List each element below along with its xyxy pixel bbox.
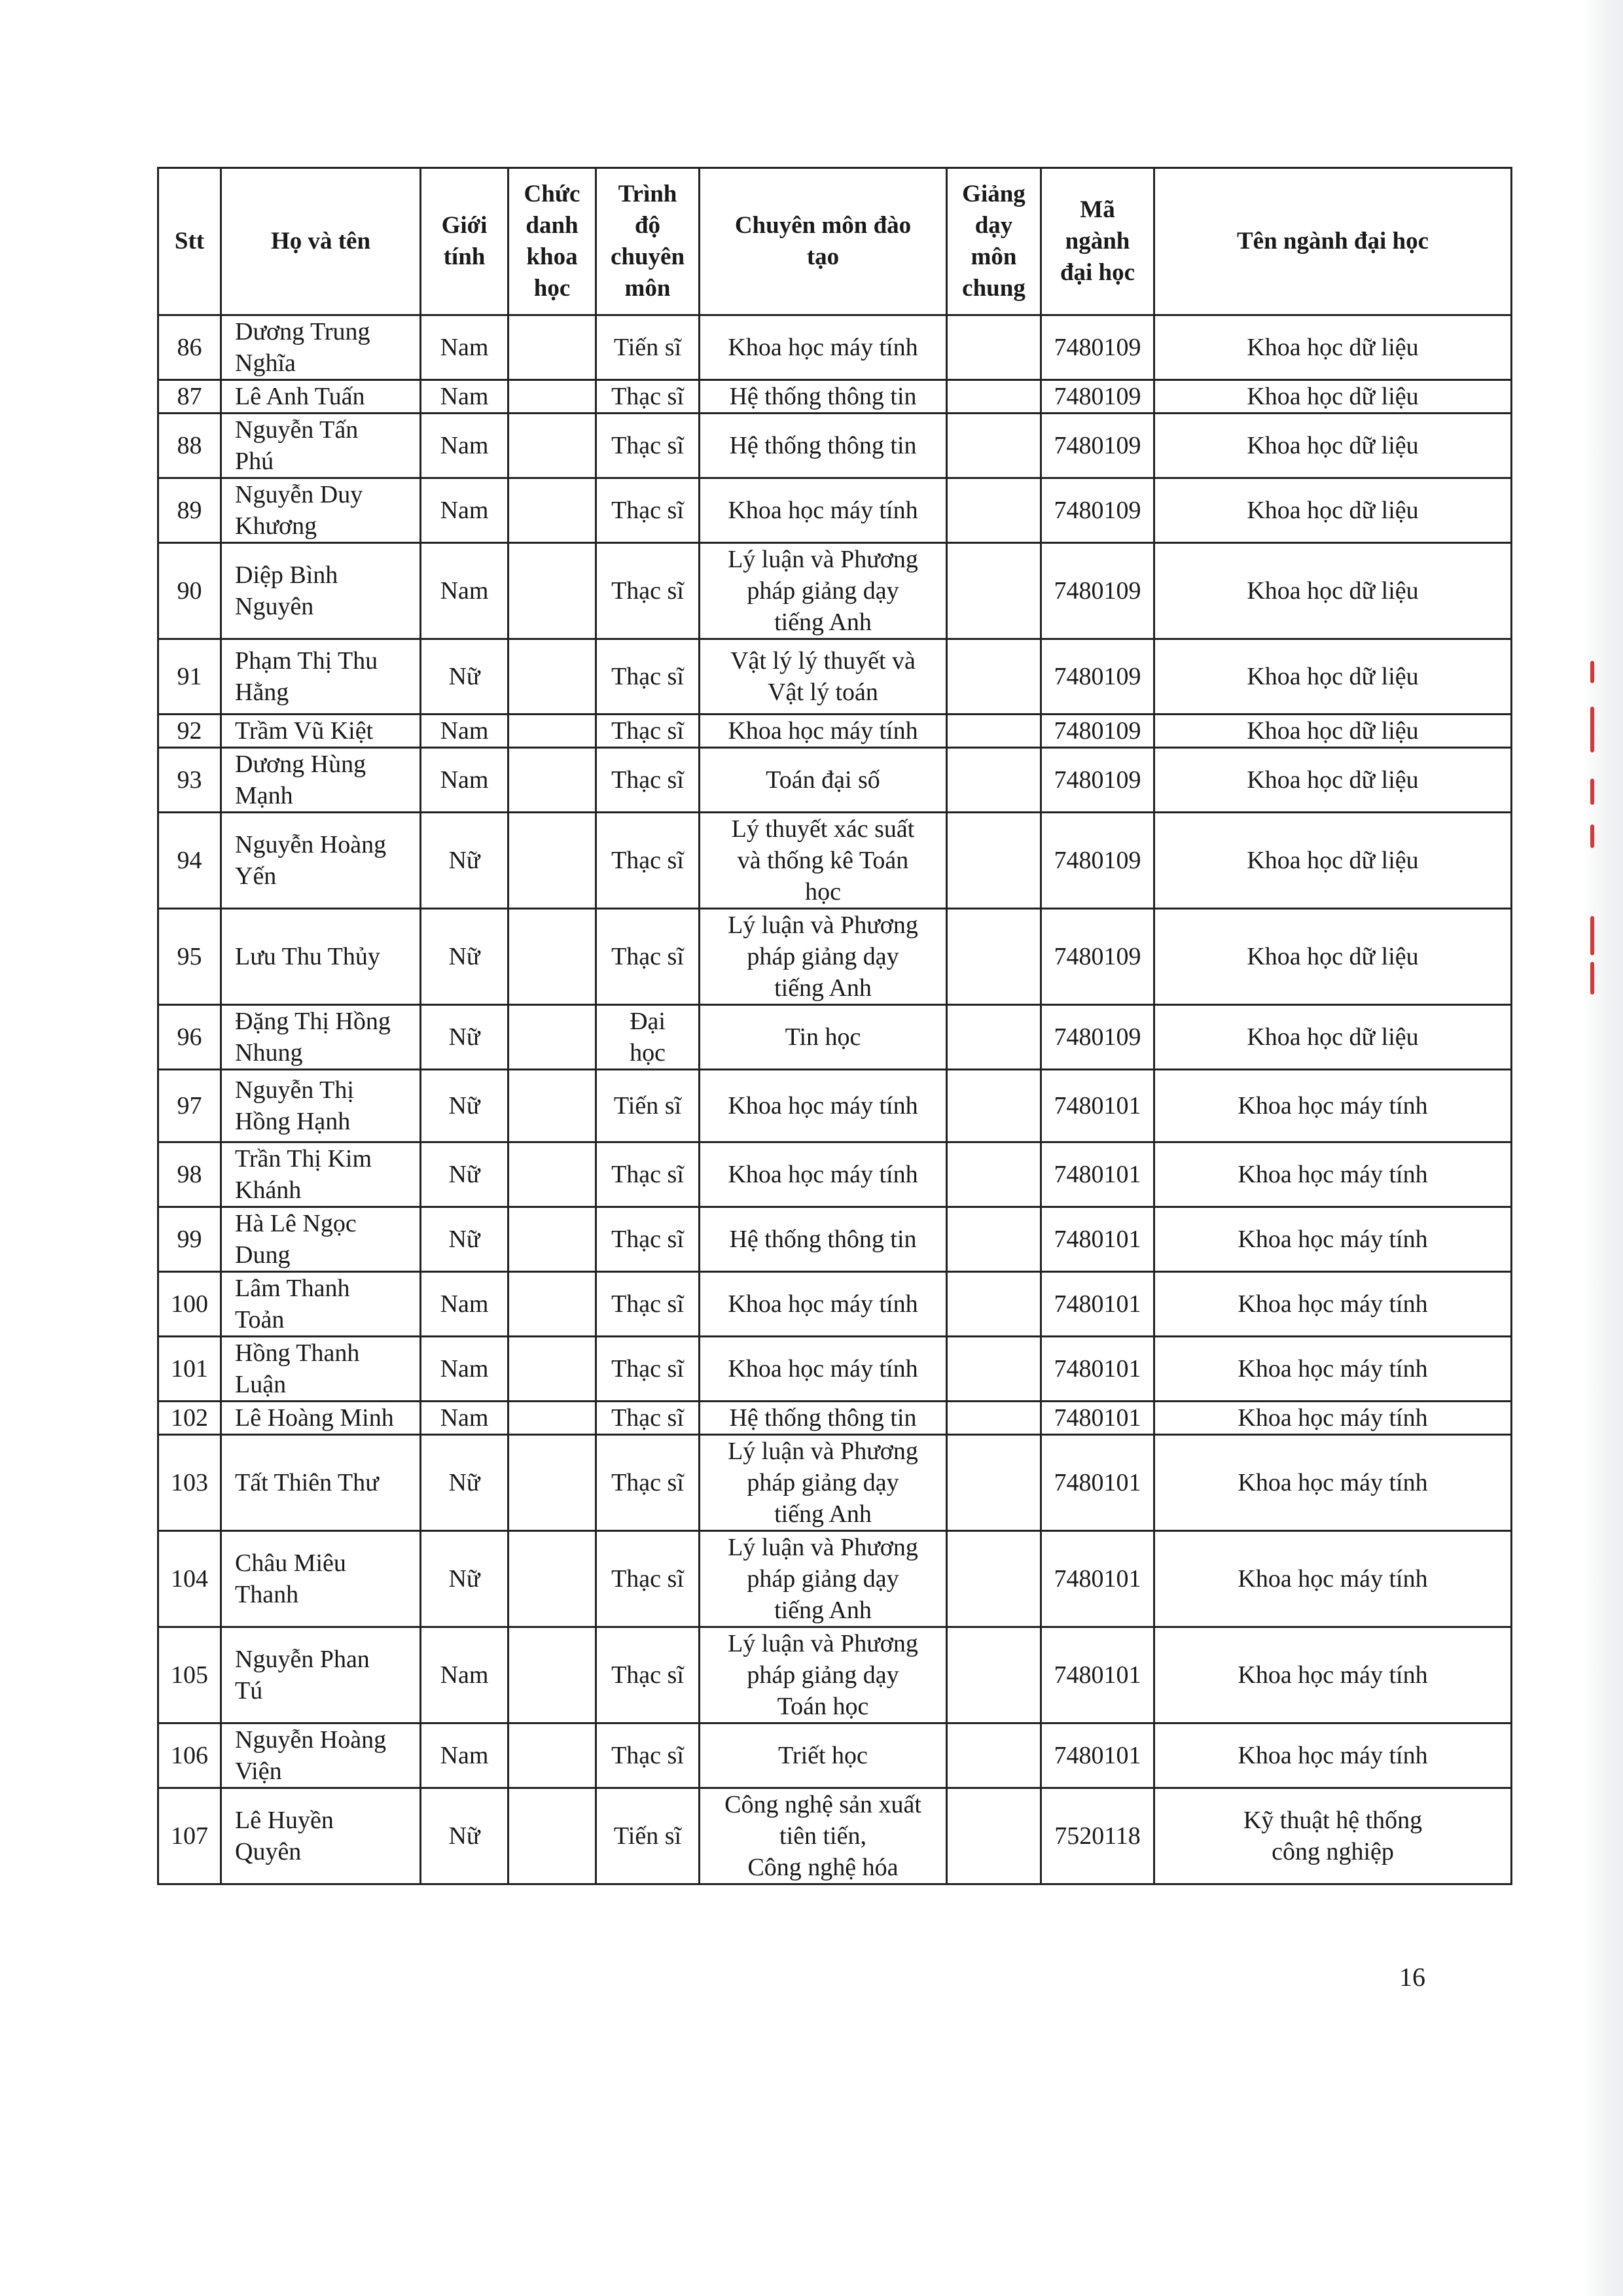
cell-gender: Nam [421, 1627, 508, 1723]
cell-name: Lê Anh Tuấn [221, 380, 421, 414]
header-academic-title: Chức danh khoa học [508, 168, 596, 315]
cell-degree: Tiến sĩ [596, 1070, 700, 1142]
cell-academic-title [508, 1788, 596, 1884]
cell-gender: Nữ [421, 1142, 508, 1207]
cell-program-code: 7480101 [1041, 1142, 1154, 1207]
cell-gender: Nam [421, 1402, 508, 1435]
cell-gender: Nữ [421, 1005, 508, 1070]
cell-degree: Thạc sĩ [596, 1627, 700, 1723]
cell-academic-title [508, 543, 596, 639]
table-row [158, 1402, 1512, 1435]
margin-red-mark [1590, 779, 1594, 805]
cell-program-code: 7480109 [1041, 715, 1154, 748]
cell-degree: Thạc sĩ [596, 1207, 700, 1272]
table-row [158, 813, 1512, 909]
cell-major: Lý luận và Phương pháp giảng dạy tiếng Anh [700, 909, 947, 1005]
cell-academic-title [508, 1723, 596, 1788]
cell-general-teaching [947, 414, 1041, 478]
cell-academic-title [508, 1402, 596, 1435]
header-general-teaching: Giảng dạy môn chung [947, 168, 1041, 315]
cell-stt: 89 [158, 478, 221, 543]
cell-gender: Nam [421, 1272, 508, 1337]
cell-academic-title [508, 1142, 596, 1207]
cell-program-name: Khoa học dữ liệu [1154, 414, 1512, 478]
cell-program-name: Khoa học máy tính [1154, 1337, 1512, 1402]
margin-red-mark [1590, 707, 1594, 752]
cell-program-name: Khoa học máy tính [1154, 1723, 1512, 1788]
cell-stt: 95 [158, 909, 221, 1005]
cell-stt: 99 [158, 1207, 221, 1272]
cell-gender: Nam [421, 715, 508, 748]
cell-gender: Nam [421, 543, 508, 639]
cell-program-name: Khoa học máy tính [1154, 1627, 1512, 1723]
cell-general-teaching [947, 1207, 1041, 1272]
cell-degree: Thạc sĩ [596, 414, 700, 478]
cell-academic-title [508, 1627, 596, 1723]
cell-gender: Nam [421, 478, 508, 543]
cell-program-code: 7480109 [1041, 543, 1154, 639]
table-row [158, 478, 1512, 543]
table-row [158, 639, 1512, 715]
cell-program-code: 7480101 [1041, 1207, 1154, 1272]
cell-stt: 107 [158, 1788, 221, 1884]
cell-major: Khoa học máy tính [700, 1272, 947, 1337]
cell-general-teaching [947, 1531, 1041, 1627]
cell-gender: Nam [421, 1337, 508, 1402]
cell-degree: Thạc sĩ [596, 1723, 700, 1788]
cell-general-teaching [947, 1627, 1041, 1723]
table-row [158, 748, 1512, 813]
cell-academic-title [508, 1005, 596, 1070]
table-row [158, 1627, 1512, 1723]
cell-gender: Nữ [421, 1435, 508, 1531]
cell-program-code: 7480101 [1041, 1435, 1154, 1531]
cell-gender: Nữ [421, 1070, 508, 1142]
cell-name: Nguyễn Thị Hồng Hạnh [221, 1070, 421, 1142]
table-row [158, 1142, 1512, 1207]
cell-program-name: Khoa học máy tính [1154, 1207, 1512, 1272]
cell-program-name: Khoa học máy tính [1154, 1531, 1512, 1627]
cell-stt: 104 [158, 1531, 221, 1627]
cell-stt: 87 [158, 380, 221, 414]
cell-gender: Nữ [421, 909, 508, 1005]
table-row [158, 1435, 1512, 1531]
cell-name: Đặng Thị Hồng Nhung [221, 1005, 421, 1070]
cell-general-teaching [947, 639, 1041, 715]
cell-major: Khoa học máy tính [700, 1337, 947, 1402]
cell-program-code: 7520118 [1041, 1788, 1154, 1884]
cell-program-name: Khoa học dữ liệu [1154, 909, 1512, 1005]
cell-stt: 88 [158, 414, 221, 478]
header-degree: Trình độ chuyên môn [596, 168, 700, 315]
cell-major: Tin học [700, 1005, 947, 1070]
cell-general-teaching [947, 1723, 1041, 1788]
cell-name: Diệp Bình Nguyên [221, 543, 421, 639]
cell-academic-title [508, 1531, 596, 1627]
cell-name: Lê Hoàng Minh [221, 1402, 421, 1435]
cell-general-teaching [947, 1005, 1041, 1070]
cell-degree: Thạc sĩ [596, 813, 700, 909]
cell-program-code: 7480101 [1041, 1272, 1154, 1337]
table-row [158, 1005, 1512, 1070]
cell-gender: Nam [421, 414, 508, 478]
cell-degree: Thạc sĩ [596, 715, 700, 748]
cell-gender: Nam [421, 380, 508, 414]
cell-program-code: 7480109 [1041, 813, 1154, 909]
cell-major: Lý luận và Phương pháp giảng dạy tiếng Anh [700, 1531, 947, 1627]
cell-major: Khoa học máy tính [700, 1070, 947, 1142]
cell-gender: Nữ [421, 813, 508, 909]
table-row [158, 543, 1512, 639]
cell-academic-title [508, 1207, 596, 1272]
cell-program-name: Khoa học máy tính [1154, 1070, 1512, 1142]
cell-major: Vật lý lý thuyết và Vật lý toán [700, 639, 947, 715]
cell-major: Lý luận và Phương pháp giảng dạy tiếng Anh [700, 543, 947, 639]
margin-red-mark [1590, 824, 1594, 848]
cell-stt: 97 [158, 1070, 221, 1142]
cell-name: Lê Huyền Quyên [221, 1788, 421, 1884]
table-row [158, 414, 1512, 478]
cell-degree: Thạc sĩ [596, 380, 700, 414]
cell-academic-title [508, 1435, 596, 1531]
table-row [158, 315, 1512, 380]
cell-academic-title [508, 813, 596, 909]
cell-stt: 93 [158, 748, 221, 813]
cell-program-code: 7480109 [1041, 315, 1154, 380]
cell-name: Nguyễn Hoàng Yến [221, 813, 421, 909]
cell-program-name: Khoa học máy tính [1154, 1272, 1512, 1337]
cell-program-code: 7480109 [1041, 414, 1154, 478]
cell-major: Toán đại số [700, 748, 947, 813]
cell-program-name: Khoa học dữ liệu [1154, 639, 1512, 715]
table-row [158, 1070, 1512, 1142]
table-row [158, 1207, 1512, 1272]
cell-major: Khoa học máy tính [700, 715, 947, 748]
cell-stt: 91 [158, 639, 221, 715]
cell-stt: 105 [158, 1627, 221, 1723]
header-gender: Giới tính [421, 168, 508, 315]
cell-program-code: 7480109 [1041, 909, 1154, 1005]
header-row [158, 168, 1512, 315]
cell-major: Hệ thống thông tin [700, 1402, 947, 1435]
cell-major: Khoa học máy tính [700, 1142, 947, 1207]
cell-major: Hệ thống thông tin [700, 414, 947, 478]
cell-name: Trầm Vũ Kiệt [221, 715, 421, 748]
cell-program-code: 7480101 [1041, 1337, 1154, 1402]
table-body [158, 315, 1512, 1884]
table-row [158, 380, 1512, 414]
header-stt: Stt [158, 168, 221, 315]
cell-program-code: 7480109 [1041, 639, 1154, 715]
cell-name: Nguyễn Duy Khương [221, 478, 421, 543]
cell-name: Hồng Thanh Luận [221, 1337, 421, 1402]
cell-program-code: 7480101 [1041, 1627, 1154, 1723]
cell-academic-title [508, 909, 596, 1005]
cell-name: Trần Thị Kim Khánh [221, 1142, 421, 1207]
cell-degree: Tiến sĩ [596, 1788, 700, 1884]
cell-general-teaching [947, 1142, 1041, 1207]
cell-program-name: Khoa học dữ liệu [1154, 315, 1512, 380]
cell-degree: Đại học [596, 1005, 700, 1070]
cell-stt: 102 [158, 1402, 221, 1435]
header-program-name: Tên ngành đại học [1154, 168, 1512, 315]
cell-major: Lý luận và Phương pháp giảng dạy Toán học [700, 1627, 947, 1723]
cell-program-code: 7480109 [1041, 380, 1154, 414]
cell-stt: 100 [158, 1272, 221, 1337]
margin-red-mark [1590, 661, 1594, 683]
margin-red-mark [1590, 916, 1594, 955]
page-number: 16 [1399, 1962, 1425, 1992]
cell-general-teaching [947, 748, 1041, 813]
cell-degree: Thạc sĩ [596, 1435, 700, 1531]
cell-gender: Nữ [421, 1207, 508, 1272]
cell-major: Khoa học máy tính [700, 478, 947, 543]
cell-degree: Thạc sĩ [596, 1142, 700, 1207]
cell-stt: 103 [158, 1435, 221, 1531]
cell-program-name: Khoa học dữ liệu [1154, 380, 1512, 414]
cell-program-name: Khoa học dữ liệu [1154, 543, 1512, 639]
cell-major: Triết học [700, 1723, 947, 1788]
cell-program-name: Kỹ thuật hệ thống công nghiệp [1154, 1788, 1512, 1884]
cell-stt: 98 [158, 1142, 221, 1207]
cell-program-name: Khoa học dữ liệu [1154, 1005, 1512, 1070]
cell-major: Lý luận và Phương pháp giảng dạy tiếng Anh [700, 1435, 947, 1531]
cell-general-teaching [947, 1070, 1041, 1142]
cell-program-code: 7480101 [1041, 1070, 1154, 1142]
cell-program-code: 7480109 [1041, 478, 1154, 543]
header-program-code: Mã ngành đại học [1041, 168, 1154, 315]
cell-stt: 101 [158, 1337, 221, 1402]
cell-name: Châu Miêu Thanh [221, 1531, 421, 1627]
cell-degree: Thạc sĩ [596, 1272, 700, 1337]
cell-name: Dương Hùng Mạnh [221, 748, 421, 813]
cell-academic-title [508, 1337, 596, 1402]
cell-program-code: 7480109 [1041, 1005, 1154, 1070]
cell-program-code: 7480101 [1041, 1531, 1154, 1627]
cell-program-name: Khoa học máy tính [1154, 1142, 1512, 1207]
cell-academic-title [508, 748, 596, 813]
cell-program-code: 7480109 [1041, 748, 1154, 813]
cell-degree: Thạc sĩ [596, 1531, 700, 1627]
cell-program-code: 7480101 [1041, 1402, 1154, 1435]
cell-program-name: Khoa học dữ liệu [1154, 748, 1512, 813]
cell-major: Hệ thống thông tin [700, 380, 947, 414]
cell-general-teaching [947, 813, 1041, 909]
cell-academic-title [508, 478, 596, 543]
cell-general-teaching [947, 380, 1041, 414]
cell-general-teaching [947, 909, 1041, 1005]
table-row [158, 1788, 1512, 1884]
cell-academic-title [508, 715, 596, 748]
cell-general-teaching [947, 1788, 1041, 1884]
table-row [158, 1723, 1512, 1788]
cell-name: Nguyễn Tấn Phú [221, 414, 421, 478]
table-row [158, 1531, 1512, 1627]
cell-academic-title [508, 1272, 596, 1337]
cell-general-teaching [947, 715, 1041, 748]
cell-major: Hệ thống thông tin [700, 1207, 947, 1272]
cell-general-teaching [947, 1402, 1041, 1435]
cell-academic-title [508, 380, 596, 414]
header-name: Họ và tên [221, 168, 421, 315]
cell-program-code: 7480101 [1041, 1723, 1154, 1788]
cell-degree: Thạc sĩ [596, 1337, 700, 1402]
cell-degree: Tiến sĩ [596, 315, 700, 380]
scan-edge-shadow [1581, 0, 1623, 2296]
cell-program-name: Khoa học máy tính [1154, 1402, 1512, 1435]
cell-name: Lâm Thanh Toản [221, 1272, 421, 1337]
cell-academic-title [508, 639, 596, 715]
header-major: Chuyên môn đào tạo [700, 168, 947, 315]
cell-stt: 106 [158, 1723, 221, 1788]
cell-degree: Thạc sĩ [596, 478, 700, 543]
cell-major: Khoa học máy tính [700, 315, 947, 380]
table-row [158, 715, 1512, 748]
cell-major: Công nghệ sản xuất tiên tiến, Công nghệ hóa [700, 1788, 947, 1884]
cell-gender: Nữ [421, 639, 508, 715]
cell-stt: 90 [158, 543, 221, 639]
cell-general-teaching [947, 315, 1041, 380]
cell-stt: 96 [158, 1005, 221, 1070]
cell-name: Nguyễn Hoàng Viện [221, 1723, 421, 1788]
table-row [158, 1337, 1512, 1402]
cell-gender: Nữ [421, 1788, 508, 1884]
cell-gender: Nam [421, 748, 508, 813]
cell-stt: 94 [158, 813, 221, 909]
cell-general-teaching [947, 1337, 1041, 1402]
cell-name: Tất Thiên Thư [221, 1435, 421, 1531]
staff-table [157, 167, 1512, 1885]
cell-general-teaching [947, 1435, 1041, 1531]
cell-program-name: Khoa học dữ liệu [1154, 478, 1512, 543]
cell-gender: Nam [421, 1723, 508, 1788]
cell-name: Hà Lê Ngọc Dung [221, 1207, 421, 1272]
cell-general-teaching [947, 1272, 1041, 1337]
cell-stt: 86 [158, 315, 221, 380]
cell-degree: Thạc sĩ [596, 748, 700, 813]
cell-degree: Thạc sĩ [596, 543, 700, 639]
cell-program-name: Khoa học máy tính [1154, 1435, 1512, 1531]
cell-degree: Thạc sĩ [596, 1402, 700, 1435]
cell-major: Lý thuyết xác suất và thống kê Toán học [700, 813, 947, 909]
cell-gender: Nam [421, 315, 508, 380]
cell-general-teaching [947, 478, 1041, 543]
cell-program-name: Khoa học dữ liệu [1154, 813, 1512, 909]
cell-academic-title [508, 315, 596, 380]
cell-gender: Nữ [421, 1531, 508, 1627]
cell-academic-title [508, 1070, 596, 1142]
table-row [158, 909, 1512, 1005]
cell-stt: 92 [158, 715, 221, 748]
cell-name: Lưu Thu Thủy [221, 909, 421, 1005]
table-row [158, 1272, 1512, 1337]
cell-name: Nguyễn Phan Tú [221, 1627, 421, 1723]
cell-program-name: Khoa học dữ liệu [1154, 715, 1512, 748]
cell-degree: Thạc sĩ [596, 639, 700, 715]
cell-academic-title [508, 414, 596, 478]
cell-degree: Thạc sĩ [596, 909, 700, 1005]
cell-general-teaching [947, 543, 1041, 639]
cell-name: Phạm Thị Thu Hằng [221, 639, 421, 715]
cell-name: Dương Trung Nghĩa [221, 315, 421, 380]
margin-red-mark [1590, 962, 1594, 995]
